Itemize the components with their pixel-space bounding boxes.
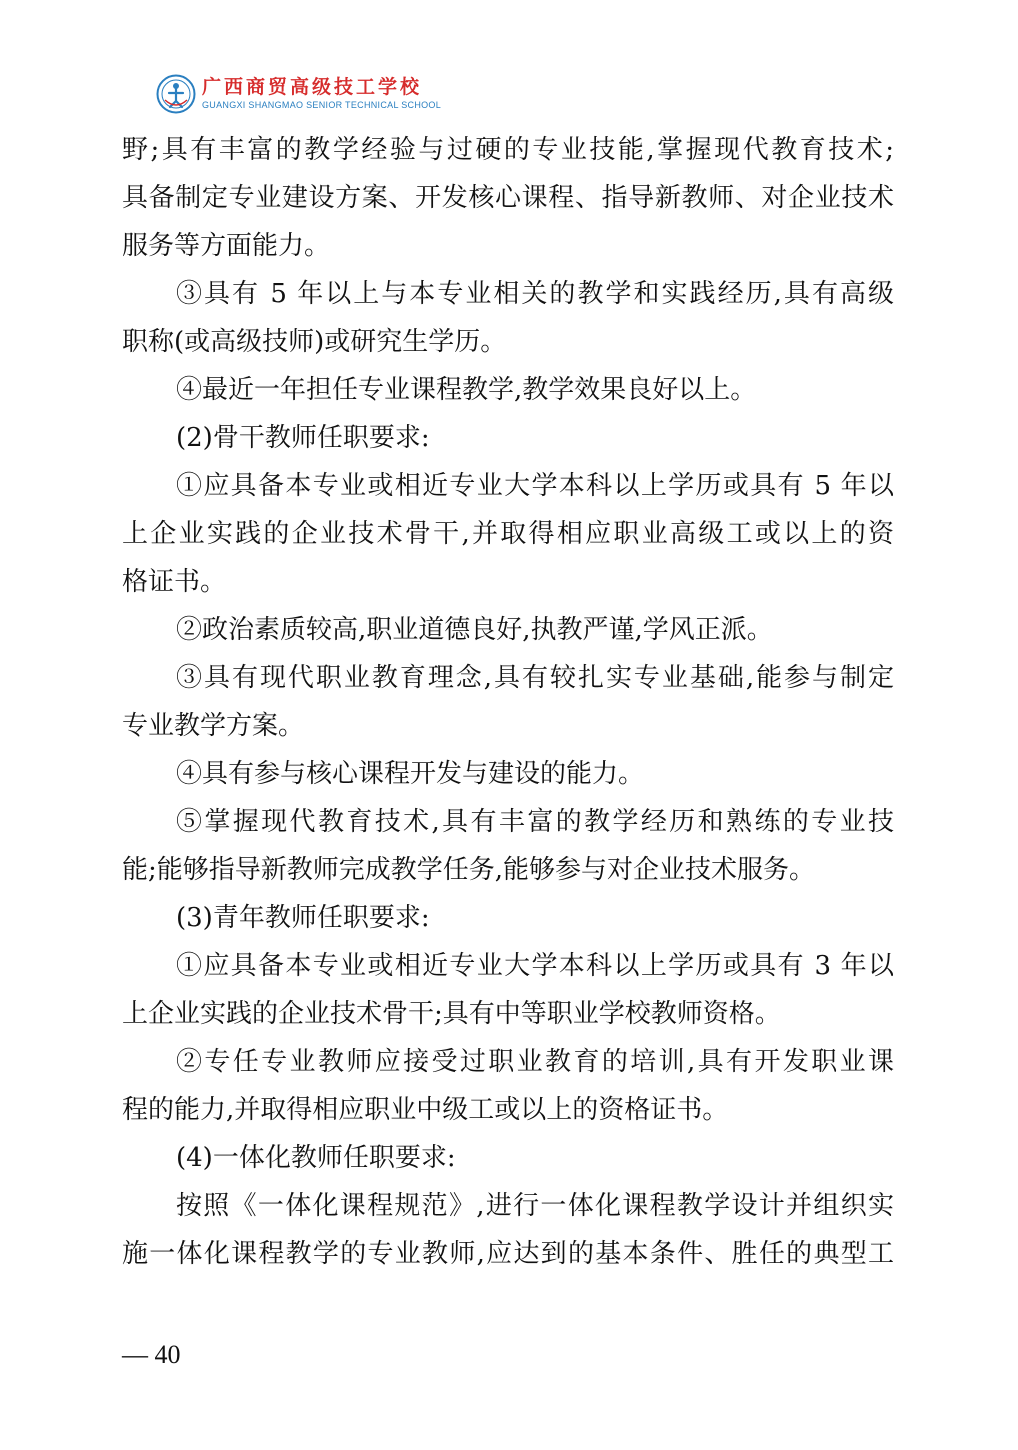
text-line: 施一体化课程教学的专业教师,应达到的基本条件、胜任的典型工 xyxy=(122,1239,894,1269)
text-line: 职称(或高级技师)或研究生学历。 xyxy=(122,327,507,357)
text-line: 程的能力,并取得相应职业中级工或以上的资格证书。 xyxy=(122,1095,729,1125)
text-line: 具备制定专业建设方案、开发核心课程、指导新教师、对企业技术 xyxy=(122,183,894,213)
text-line: ③具有 5 年以上与本专业相关的教学和实践经历,具有高级 xyxy=(176,279,894,309)
text-line: 服务等方面能力。 xyxy=(122,231,331,261)
text-line: ⑤掌握现代教育技术,具有丰富的教学经历和熟练的专业技 xyxy=(176,807,894,837)
section-heading: (2)骨干教师任职要求: xyxy=(176,423,430,453)
text-line: ①应具备本专业或相近专业大学本科以上学历或具有 3 年以 xyxy=(176,951,894,981)
text-line: ③具有现代职业教育理念,具有较扎实专业基础,能参与制定 xyxy=(176,663,894,693)
text-line: ①应具备本专业或相近专业大学本科以上学历或具有 5 年以 xyxy=(176,471,894,501)
section-heading: (4)一体化教师任职要求: xyxy=(176,1143,456,1173)
text-line: 专业教学方案。 xyxy=(122,711,305,741)
text-line: 上企业实践的企业技术骨干;具有中等职业学校教师资格。 xyxy=(122,999,781,1029)
page-number: — 40 xyxy=(122,1340,181,1369)
school-name-en: GUANGXI SHANGMAO SENIOR TECHNICAL SCHOOL xyxy=(202,100,442,110)
text-line: ②政治素质较高,职业道德良好,执教严谨,学风正派。 xyxy=(176,615,773,645)
text-line: 上企业实践的企业技术骨干,并取得相应职业高级工或以上的资 xyxy=(122,519,894,549)
text-line: ④具有参与核心课程开发与建设的能力。 xyxy=(176,759,645,789)
text-line: 按照《一体化课程规范》,进行一体化课程教学设计并组织实 xyxy=(176,1191,894,1221)
school-emblem-icon xyxy=(156,74,196,114)
section-heading: (3)青年教师任职要求: xyxy=(176,903,430,933)
page-header xyxy=(156,72,441,116)
text-line: 格证书。 xyxy=(122,567,227,597)
document-body xyxy=(122,126,894,1278)
text-line: 野;具有丰富的教学经验与过硬的专业技能,掌握现代教育技术; xyxy=(122,135,894,165)
text-line: 能;能够指导新教师完成教学任务,能够参与对企业技术服务。 xyxy=(122,855,816,885)
text-line: ④最近一年担任专业课程教学,教学效果良好以上。 xyxy=(176,375,757,405)
text-line: ②专任专业教师应接受过职业教育的培训,具有开发职业课 xyxy=(176,1047,894,1077)
school-name-cn: 广西商贸高级技工学校 xyxy=(202,76,423,98)
